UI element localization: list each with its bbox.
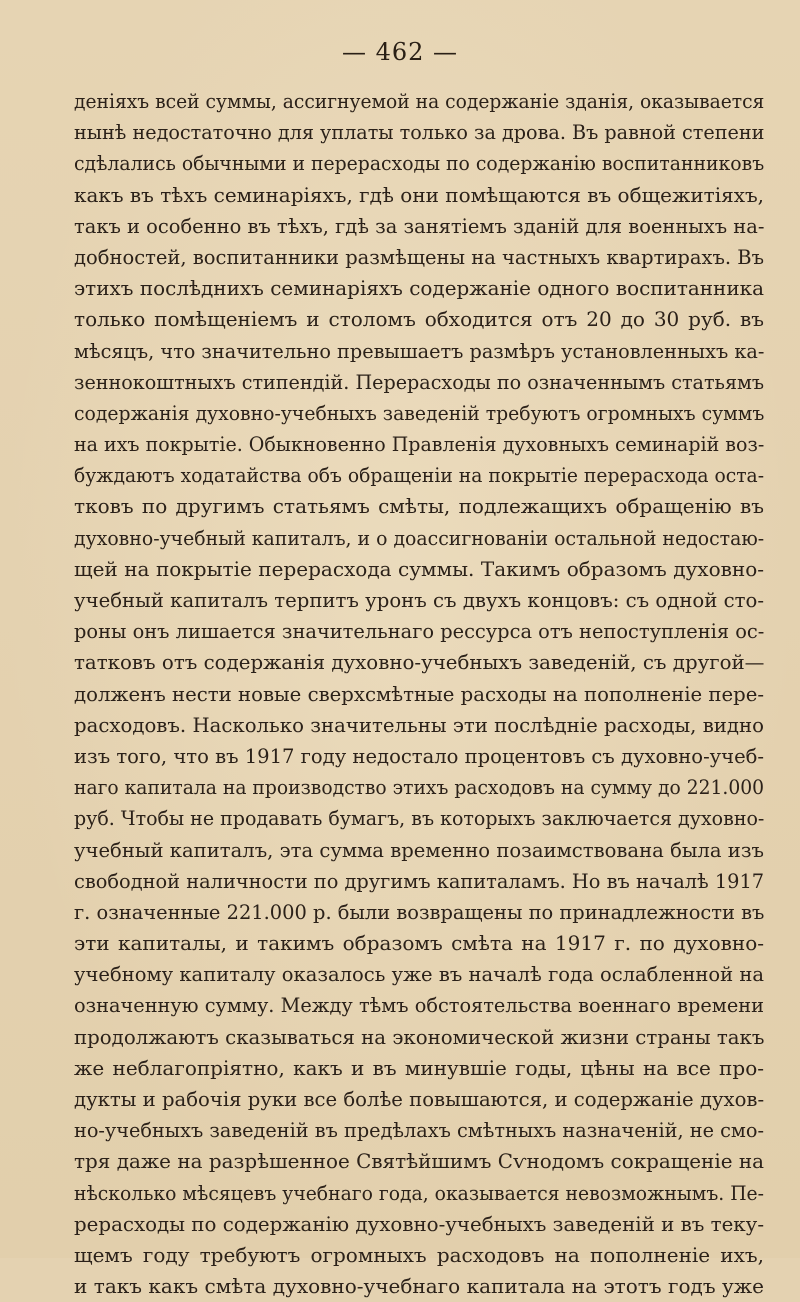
- text-line: мѣсяцъ, что значительно превышаетъ размѣръ установленныхъ ка-: [74, 338, 764, 363]
- body-text: [74, 86, 764, 1302]
- text-line: учебный капиталъ терпитъ уронъ съ двухъ концовъ: съ одной сто-: [74, 588, 764, 612]
- text-line: г. означенные 221.000 р. были возвращены по принадлежности въ: [74, 899, 765, 924]
- text-line: щей на покрытіе перерасхода суммы. Такимъ образомъ духовно-: [74, 556, 764, 581]
- text-line: наго капитала на производство этихъ расходовъ на сумму до 221.000: [74, 775, 765, 800]
- text-line: щемъ году требуютъ огромныхъ расходовъ на пополненіе ихъ,: [74, 1242, 764, 1267]
- text-line: добностей, воспитанники размѣщены на частныхъ квартирахъ. Въ: [74, 244, 765, 269]
- text-line: изъ того, что въ 1917 году недостало процентовъ съ духовно-учеб-: [74, 743, 764, 768]
- text-line: на ихъ покрытіе. Обыкновенно Правленія духовныхъ семинарій воз-: [74, 432, 764, 457]
- text-line: деніяхъ всей суммы, ассигнуемой на содержаніе зданія, оказывается: [74, 89, 765, 113]
- text-line: этихъ послѣднихъ семинаріяхъ содержаніе одного воспитанника: [74, 276, 764, 301]
- text-line: означенную сумму. Между тѣмъ обстоятельства военнаго времени: [74, 993, 764, 1018]
- text-line: и такъ какъ смѣта духовно-учебнаго капитала на этотъ годъ уже: [74, 1274, 764, 1299]
- text-line: но-учебныхъ заведеній въ предѣлахъ смѣтныхъ назначеній, не смо-: [74, 1118, 764, 1143]
- text-line: нѣсколько мѣсяцевъ учебнаго года, оказывается невозможнымъ. Пе-: [74, 1180, 764, 1205]
- text-line: только помѣщеніемъ и столомъ обходится отъ 20 до 30 руб. въ: [74, 307, 764, 332]
- text-line: учебный капиталъ, эта сумма временно позаимствована была изъ: [74, 837, 764, 862]
- text-line: сдѣлались обычными и перерасходы по содержанію воспитанниковъ: [74, 151, 765, 176]
- text-line: роны онъ лишается значительнаго рессурса отъ непоступленія ос-: [74, 619, 764, 644]
- text-line: тря даже на разрѣшенное Святѣйшимъ Сѵнодомъ сокращеніе на: [74, 1149, 765, 1174]
- text-line: нынѣ недостаточно для уплаты только за дрова. Въ равной степени: [74, 120, 764, 145]
- text-line: содержанія духовно-учебныхъ заведеній требуютъ огромныхъ суммъ: [74, 400, 765, 425]
- text-line: буждаютъ ходатайства объ обращеніи на покрытіе перерасхода оста-: [74, 463, 765, 488]
- text-line: татковъ отъ содержанія духовно-учебныхъ заведеній, съ другой—: [74, 650, 764, 675]
- text-line: долженъ нести новые сверхсмѣтные расходы на пополненіе пере-: [74, 681, 764, 706]
- text-line: рерасходы по содержанію духовно-учебныхъ заведеній и въ теку-: [74, 1211, 765, 1236]
- text-line: же неблагопріятно, какъ и въ минувшіе годы, цѣны на все про-: [74, 1055, 764, 1080]
- text-line: свободной наличности по другимъ капиталамъ. Но въ началѣ 1917: [74, 868, 764, 893]
- text-line: эти капиталы, и такимъ образомъ смѣта на 1917 г. по духовно-: [74, 931, 764, 956]
- text-line: духовно-учебный капиталъ, и о доассигнованіи остальной недостаю-: [74, 525, 764, 550]
- text-line: продолжаютъ сказываться на экономической жизни страны такъ: [74, 1024, 764, 1049]
- text-line: такъ и особенно въ тѣхъ, гдѣ за занятіемъ зданій для военныхъ на-: [74, 213, 764, 238]
- text-line: тковъ по другимъ статьямъ смѣты, подлежащихъ обращенію въ: [74, 494, 764, 519]
- text-line: дукты и рабочія руки все болѣе повышаются, и содержаніе духов-: [74, 1087, 764, 1111]
- text-line: зеннокоштныхъ стипендій. Перерасходы по означеннымъ статьямъ: [74, 369, 764, 394]
- page-number: — 462 —: [341, 38, 459, 66]
- text-line: учебному капиталу оказалось уже въ началѣ года ослабленной на: [74, 962, 765, 987]
- text-line: какъ въ тѣхъ семинаріяхъ, гдѣ они помѣщаются въ общежитіяхъ,: [74, 182, 765, 207]
- text-line: руб. Чтобы не продавать бумагъ, въ которыхъ заключается духовно-: [74, 806, 764, 831]
- text-line: расходовъ. Насколько значительны эти послѣдніе расходы, видно: [74, 712, 764, 737]
